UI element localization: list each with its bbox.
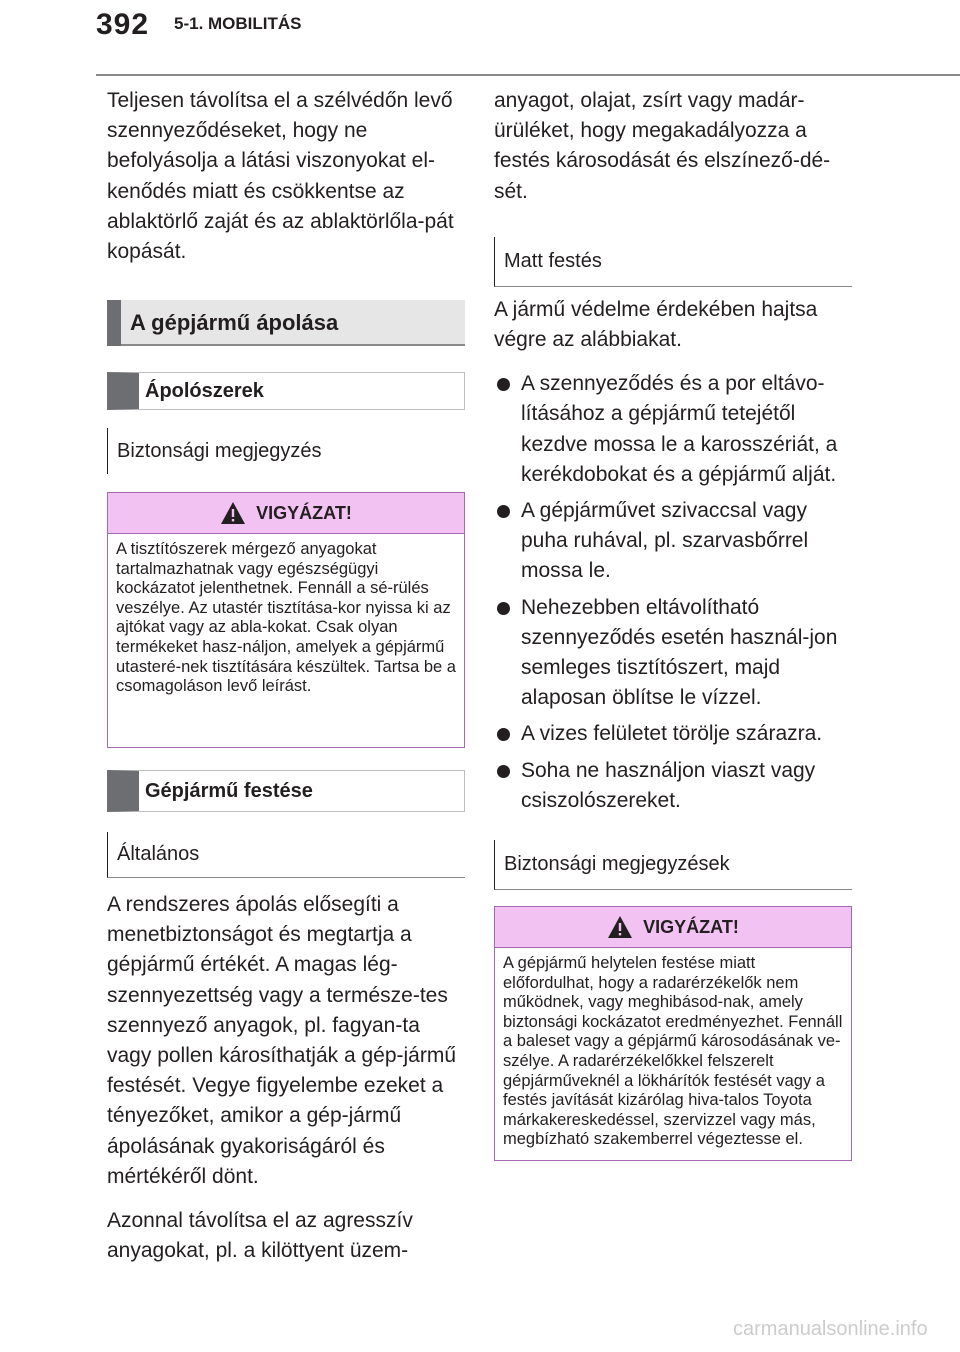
warning-text: A tisztítószerek mérgező anyagokat tartalmazhatnak vagy egészségügyi kockázatot jelenthetnek. Fennáll a sé-rülés veszélye. Az utastér tisztítása-kor nyissa ki az ajtókat vagy az abla-kokat. Csak olyan termékeket hasz-náljon, amelyek a gépjármű utasteré-nek tisztítására készültek. Tartsa be a csomagoláson levő leírást. [116, 540, 456, 696]
list-item: Soha ne használjon viaszt vagy csiszolószereket. [494, 756, 852, 816]
heading-matt-paint-label: Matt festés [504, 249, 602, 272]
intro-paragraph: Teljesen távolítsa el a szélvédőn levő szennyeződéseket, hogy ne befolyásolja a látási viszonyokat el-kenődés miatt és csökkentse az ablaktörlő zaját és az ablaktörlőla-pát kopását. [107, 89, 454, 264]
heading-paintwork-label: Gépjármű festése [145, 779, 313, 802]
page-number: 392 [96, 8, 150, 41]
heading-safety-notes-label: Biztonsági megjegyzések [504, 853, 730, 876]
section-label: 5-1. MOBILITÁS [174, 14, 302, 33]
bullet-icon [497, 505, 510, 518]
warning-triangle-icon [220, 501, 246, 525]
heading-paintwork [107, 770, 465, 812]
heading-vehicle-care-label: A gépjármű ápolása [130, 310, 339, 335]
continuation-paragraph: anyagot, olajat, zsírt vagy madár-ürüléket, hogy megakadályozza a festés károsodását és elszínező-dé-sét. [494, 89, 831, 203]
header-rule [96, 74, 960, 76]
matt-intro-paragraph: A jármű védelme érdekében hajtsa végre az alábbiakat. [494, 297, 818, 352]
aggressive-substances-paragraph: Azonnal távolítsa el az agresszív anyagokat, pl. a kilöttyent üzem- [107, 1209, 413, 1263]
heading-vehicle-care [107, 300, 465, 346]
heading-safety-note [107, 428, 465, 474]
heading-care-products [107, 372, 465, 410]
bullet-icon [497, 602, 510, 615]
bullet-icon [497, 378, 510, 391]
warning-title: VIGYÁZAT! [256, 502, 352, 523]
right-column [494, 86, 852, 1161]
heading-general [107, 832, 465, 878]
heading-matt-paint [494, 237, 852, 287]
heading-safety-note-label: Biztonsági megjegyzés [117, 439, 322, 462]
warning-text: A gépjármű helytelen festése miatt előfordulhat, hogy a radarérzékelők nem működnek, vagy meghibásod-nak, amely biztonsági kockázatot eredményezhet. Fennáll a baleset vagy a gépjármű károsodásának ve-szélye. A radarérzékelőkkel felszerelt gépjárműveknél a lökhárítók festését vagy a festés javítását kizárólag hiva-talos Toyota márkakereskedéssel, szervizzel vagy más, megbízható szakemberrel végeztesse el. [503, 954, 843, 1149]
bullet-icon [497, 728, 510, 741]
warning-box-cleaners [107, 492, 465, 748]
warning-triangle-icon [607, 915, 633, 939]
left-column [107, 86, 465, 1266]
heading-care-products-label: Ápolószerek [145, 379, 264, 402]
heading-safety-notes [494, 840, 852, 890]
care-instructions-list [494, 369, 852, 816]
list-item: A gépjárművet szivaccsal vagy puha ruhával, pl. szarvasbőrrel mossa le. [494, 496, 852, 587]
list-item: A vizes felületet törölje szárazra. [494, 719, 852, 749]
warning-title: VIGYÁZAT! [643, 916, 739, 937]
general-paragraph: A rendszeres ápolás elősegíti a menetbiztonságot és megtartja a gépjármű értékét. A magas lég-szennyezettség vagy a természe-tes szennyező anyagok, pl. fagyan-ta vagy pollen károsíthatják a gép-jármű festését. Vegye figyelembe ezeket a tényezőket, amikor a gép-jármű ápolásának gyakoriságáról és mértékéről dönt. [107, 893, 457, 1188]
list-item: Nehezebben eltávolítható szennyeződés esetén használ-jon semleges tisztítószert, majd alaposan öblítse le vízzel. [494, 593, 852, 714]
warning-header [108, 493, 464, 534]
bullet-icon [497, 765, 510, 778]
watermark: carmanualsonline.info [733, 1318, 928, 1340]
warning-box-paint [494, 906, 852, 1161]
warning-header [495, 907, 851, 948]
list-item: A szennyeződés és a por eltávo-lításához a gépjármű tetejétől kezdve mossa le a karosszériát, a kerékdobokat és a gépjármű alját. [494, 369, 852, 490]
heading-general-label: Általános [117, 843, 200, 865]
